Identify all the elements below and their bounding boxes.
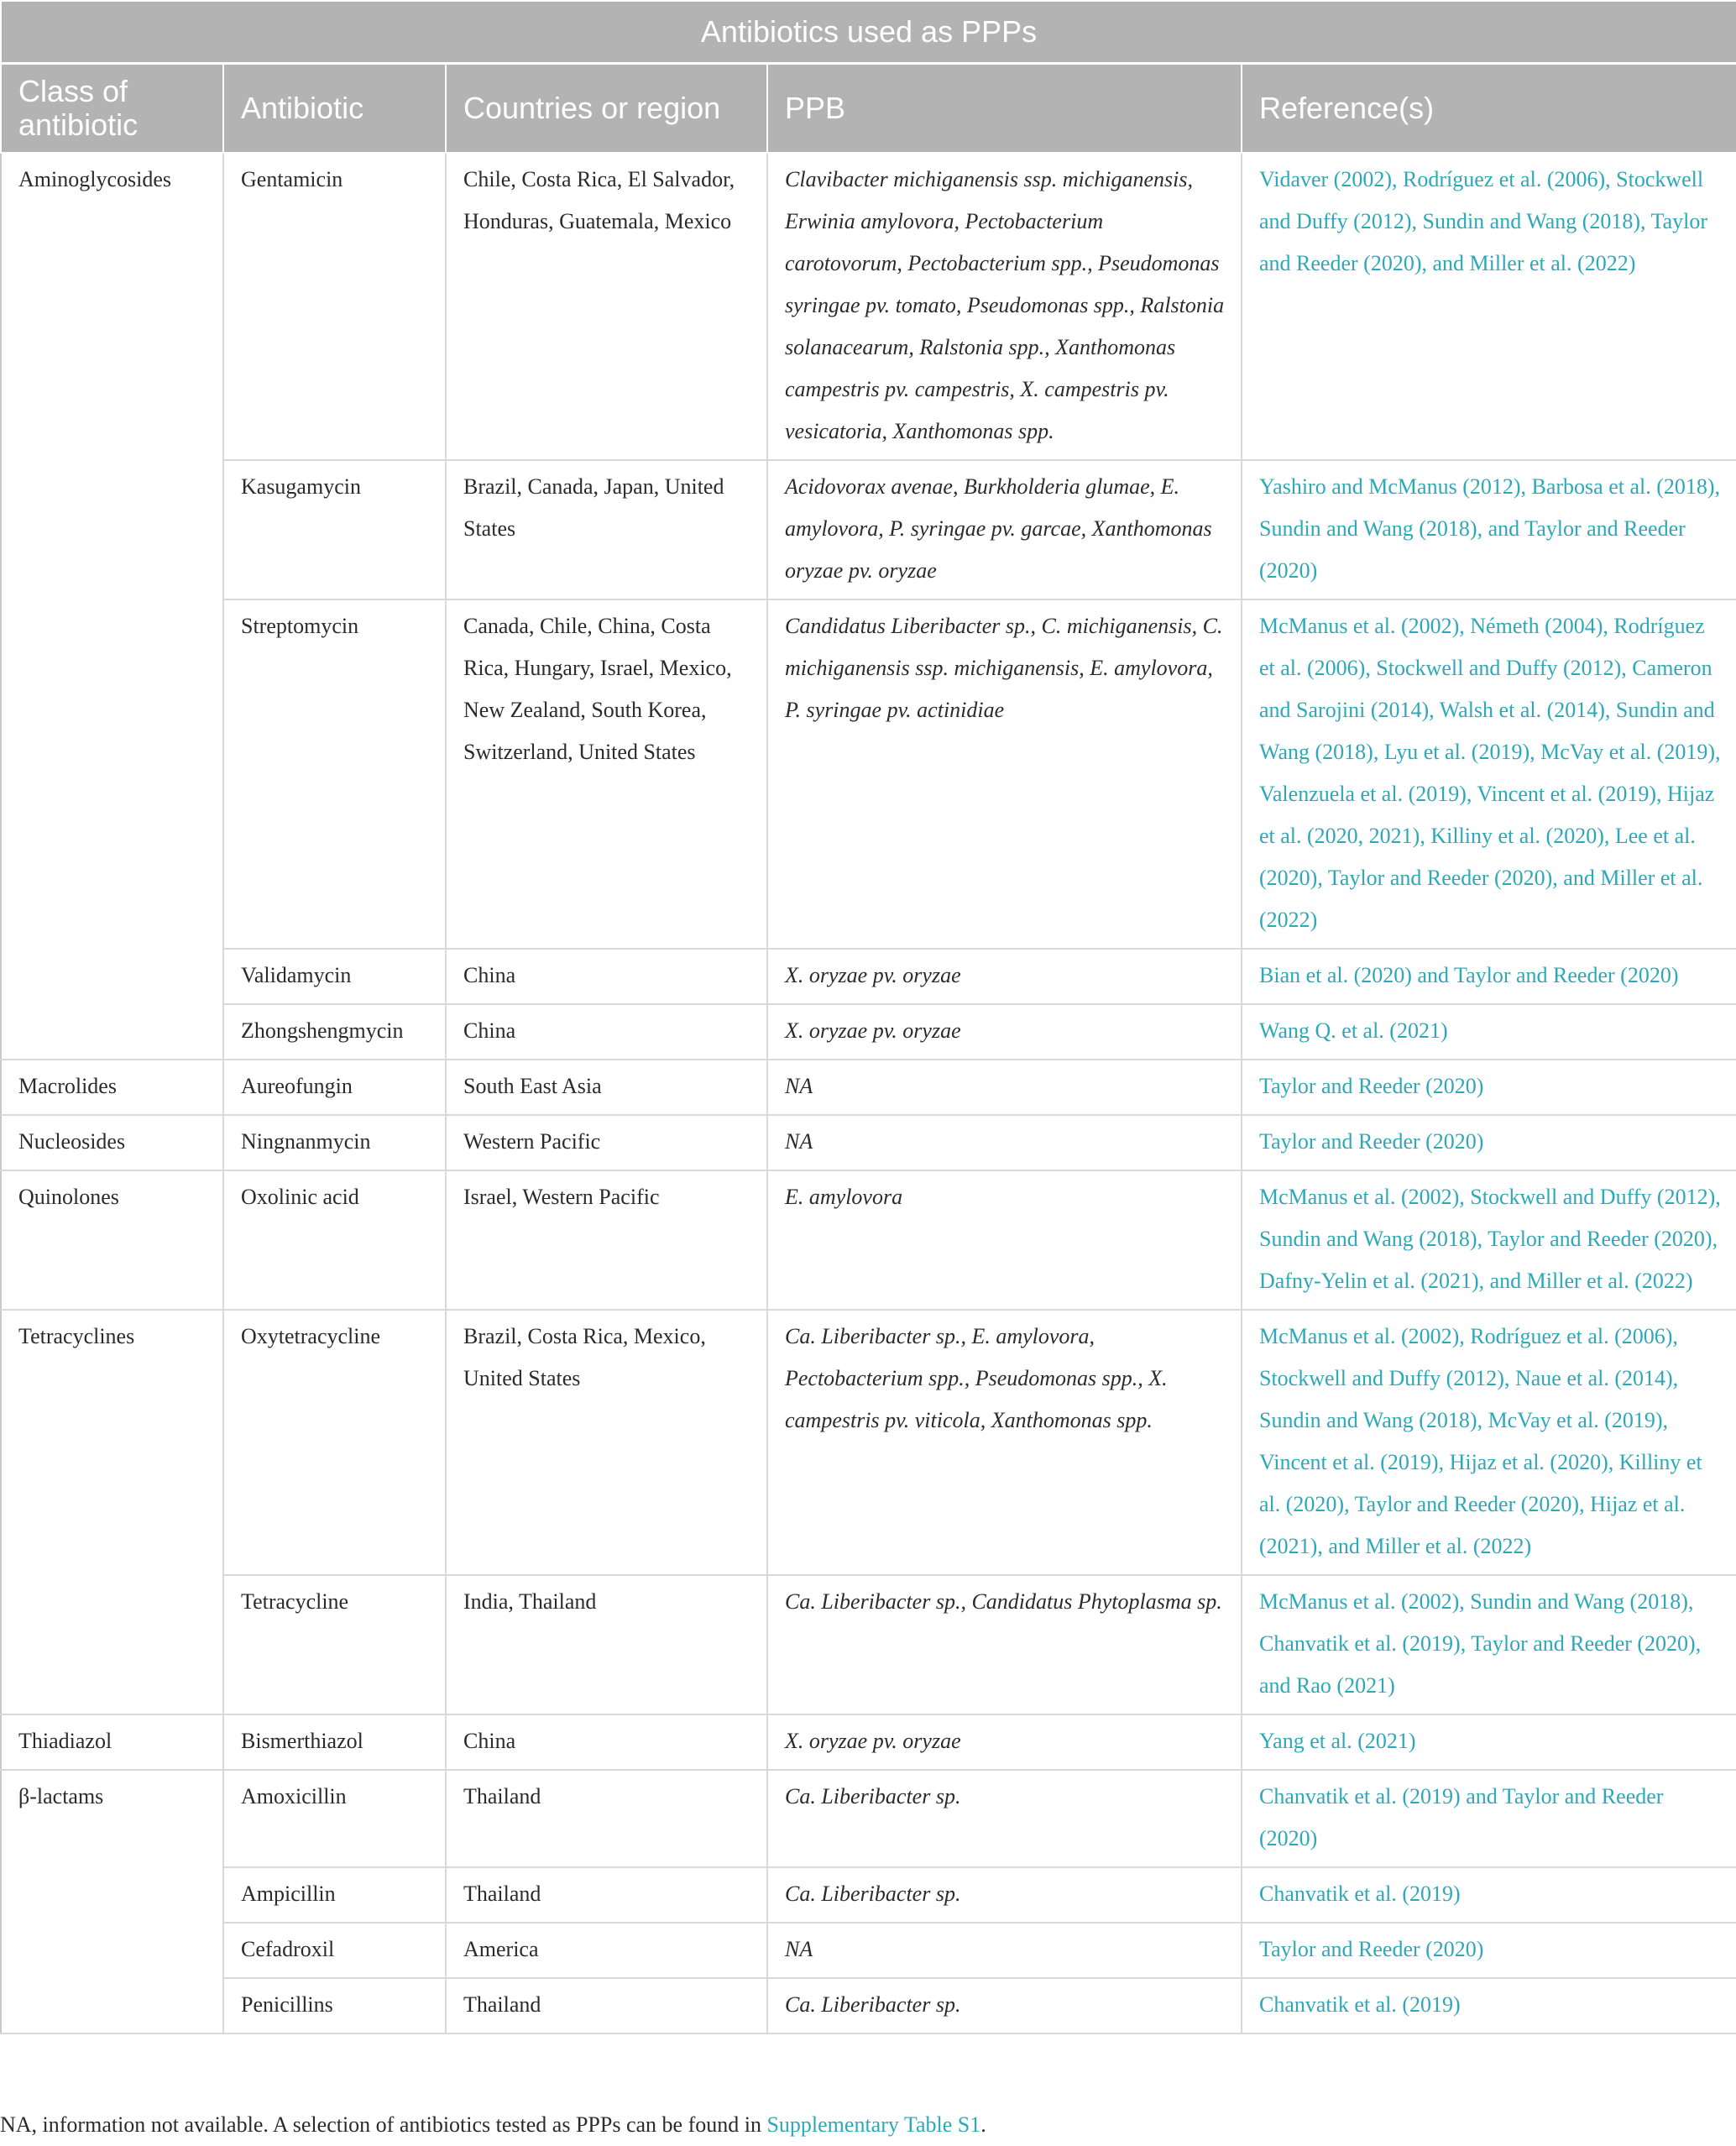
class-cell: Quinolones [1, 1170, 223, 1310]
table-row [1, 949, 1736, 1004]
antibiotic-cell: Amoxicillin [223, 1770, 446, 1867]
ppb-cell: Ca. Liberibacter sp. [767, 1867, 1242, 1923]
antibiotic-cell: Ampicillin [223, 1867, 446, 1923]
class-cell: Thiadiazol [1, 1714, 223, 1770]
references-cell[interactable]: Bian et al. (2020) and Taylor and Reeder (2020) [1242, 949, 1736, 1004]
ppb-cell: Clavibacter michiganensis ssp. michiganensis, Erwinia amylovora, Pectobacterium carotovorum, Pectobacterium spp., Pseudomonas syringae pv. tomato, Pseudomonas spp., Ralstonia solanacearum, Ralstonia spp., Xanthomonas campestris pv. campestris, X. campestris pv. vesicatoria, Xanthomonas spp. [767, 153, 1242, 460]
table-row [1, 1004, 1736, 1060]
countries-cell: India, Thailand [446, 1575, 767, 1714]
countries-cell: Chile, Costa Rica, El Salvador, Honduras, Guatemala, Mexico [446, 153, 767, 460]
ppb-cell: NA [767, 1923, 1242, 1978]
table-title: Antibiotics used as PPPs [1, 1, 1736, 64]
table-row [1, 1115, 1736, 1170]
class-cell: Tetracyclines [1, 1310, 223, 1714]
countries-cell: Thailand [446, 1978, 767, 2033]
references-cell[interactable]: Yashiro and McManus (2012), Barbosa et al. (2018), Sundin and Wang (2018), and Taylor and Reeder (2020) [1242, 460, 1736, 599]
supplementary-table-link[interactable]: Supplementary Table S1 [766, 2112, 981, 2137]
ppb-cell: Candidatus Liberibacter sp., C. michiganensis, C. michiganensis ssp. michiganensis, E. amylovora, P. syringae pv. actinidiae [767, 599, 1242, 949]
countries-cell: Thailand [446, 1867, 767, 1923]
antibiotic-cell: Kasugamycin [223, 460, 446, 599]
references-cell[interactable]: Chanvatik et al. (2019) [1242, 1978, 1736, 2033]
countries-cell: Thailand [446, 1770, 767, 1867]
ppb-cell: X. oryzae pv. oryzae [767, 949, 1242, 1004]
table-row [1, 1867, 1736, 1923]
references-cell[interactable]: McManus et al. (2002), Sundin and Wang (2018), Chanvatik et al. (2019), Taylor and Reeder (2020), and Rao (2021) [1242, 1575, 1736, 1714]
table-body [1, 153, 1736, 2033]
antibiotic-cell: Zhongshengmycin [223, 1004, 446, 1060]
ppb-cell: X. oryzae pv. oryzae [767, 1004, 1242, 1060]
countries-cell: China [446, 949, 767, 1004]
references-cell[interactable]: Taylor and Reeder (2020) [1242, 1115, 1736, 1170]
ppb-cell: NA [767, 1115, 1242, 1170]
table-row [1, 460, 1736, 599]
countries-cell: Canada, Chile, China, Costa Rica, Hungary, Israel, Mexico, New Zealand, South Korea, Switzerland, United States [446, 599, 767, 949]
table-row [1, 1310, 1736, 1575]
table-row [1, 1978, 1736, 2033]
countries-cell: China [446, 1714, 767, 1770]
header-references: Reference(s) [1242, 64, 1736, 154]
countries-cell: America [446, 1923, 767, 1978]
header-class: Class of antibiotic [1, 64, 223, 154]
ppb-cell: X. oryzae pv. oryzae [767, 1714, 1242, 1770]
footnote-text: NA, information not available. A selection of antibiotics tested as PPPs can be found in [0, 2112, 767, 2137]
antibiotic-cell: Streptomycin [223, 599, 446, 949]
references-cell[interactable]: Yang et al. (2021) [1242, 1714, 1736, 1770]
antibiotic-cell: Tetracycline [223, 1575, 446, 1714]
antibiotic-cell: Penicillins [223, 1978, 446, 2033]
header-ppb: PPB [767, 64, 1242, 154]
references-cell[interactable]: McManus et al. (2002), Németh (2004), Rodríguez et al. (2006), Stockwell and Duffy (2012), Cameron and Sarojini (2014), Walsh et al. (2014), Sundin and Wang (2018), Lyu et al. (2019), McVay et al. (2019), Valenzuela et al. (2019), Vincent et al. (2019), Hijaz et al. (2020, 2021), Killiny et al. (2020), Lee et al. (2020), Taylor and Reeder (2020), and Miller et al. (2022) [1242, 599, 1736, 949]
countries-cell: Western Pacific [446, 1115, 767, 1170]
references-cell[interactable]: Chanvatik et al. (2019) and Taylor and Reeder (2020) [1242, 1770, 1736, 1867]
references-cell[interactable]: Taylor and Reeder (2020) [1242, 1060, 1736, 1115]
countries-cell: Brazil, Canada, Japan, United States [446, 460, 767, 599]
ppb-cell: E. amylovora [767, 1170, 1242, 1310]
table-row [1, 153, 1736, 460]
ppb-cell: Acidovorax avenae, Burkholderia glumae, E. amylovora, P. syringae pv. garcae, Xanthomonas oryzae pv. oryzae [767, 460, 1242, 599]
table-row [1, 1170, 1736, 1310]
antibiotic-cell: Bismerthiazol [223, 1714, 446, 1770]
class-cell: Aminoglycosides [1, 153, 223, 1060]
antibiotic-cell: Ningnanmycin [223, 1115, 446, 1170]
ppb-cell: NA [767, 1060, 1242, 1115]
header-countries: Countries or region [446, 64, 767, 154]
footnote-end: . [980, 2112, 986, 2137]
antibiotic-cell: Validamycin [223, 949, 446, 1004]
table-row [1, 1714, 1736, 1770]
references-cell[interactable]: McManus et al. (2002), Rodríguez et al. (2006), Stockwell and Duffy (2012), Naue et al. (2014), Sundin and Wang (2018), McVay et al. (2019), Vincent et al. (2019), Hijaz et al. (2020), Killiny et al. (2020), Taylor and Reeder (2020), Hijaz et al. (2021), and Miller et al. (2022) [1242, 1310, 1736, 1575]
footnote [0, 2112, 1736, 2138]
class-cell: Nucleosides [1, 1115, 223, 1170]
class-cell: Macrolides [1, 1060, 223, 1115]
ppb-cell: Ca. Liberibacter sp. [767, 1770, 1242, 1867]
countries-cell: China [446, 1004, 767, 1060]
antibiotic-cell: Oxytetracycline [223, 1310, 446, 1575]
table-row [1, 599, 1736, 949]
countries-cell: Israel, Western Pacific [446, 1170, 767, 1310]
header-antibiotic: Antibiotic [223, 64, 446, 154]
antibiotic-cell: Oxolinic acid [223, 1170, 446, 1310]
references-cell[interactable]: Chanvatik et al. (2019) [1242, 1867, 1736, 1923]
references-cell[interactable]: McManus et al. (2002), Stockwell and Duffy (2012), Sundin and Wang (2018), Taylor and Reeder (2020), Dafny-Yelin et al. (2021), and Miller et al. (2022) [1242, 1170, 1736, 1310]
antibiotic-cell: Aureofungin [223, 1060, 446, 1115]
table-row [1, 1575, 1736, 1714]
references-cell[interactable]: Wang Q. et al. (2021) [1242, 1004, 1736, 1060]
ppb-cell: Ca. Liberibacter sp., Candidatus Phytoplasma sp. [767, 1575, 1242, 1714]
countries-cell: Brazil, Costa Rica, Mexico, United States [446, 1310, 767, 1575]
ppb-cell: Ca. Liberibacter sp., E. amylovora, Pectobacterium spp., Pseudomonas spp., X. campestris pv. viticola, Xanthomonas spp. [767, 1310, 1242, 1575]
table-row [1, 1770, 1736, 1867]
ppb-cell: Ca. Liberibacter sp. [767, 1978, 1242, 2033]
table-row [1, 1923, 1736, 1978]
antibiotic-cell: Gentamicin [223, 153, 446, 460]
references-cell[interactable]: Taylor and Reeder (2020) [1242, 1923, 1736, 1978]
countries-cell: South East Asia [446, 1060, 767, 1115]
antibiotic-cell: Cefadroxil [223, 1923, 446, 1978]
references-cell[interactable]: Vidaver (2002), Rodríguez et al. (2006), Stockwell and Duffy (2012), Sundin and Wang (2018), Taylor and Reeder (2020), and Miller et al. (2022) [1242, 153, 1736, 460]
table-row [1, 1060, 1736, 1115]
class-cell: β-lactams [1, 1770, 223, 2033]
